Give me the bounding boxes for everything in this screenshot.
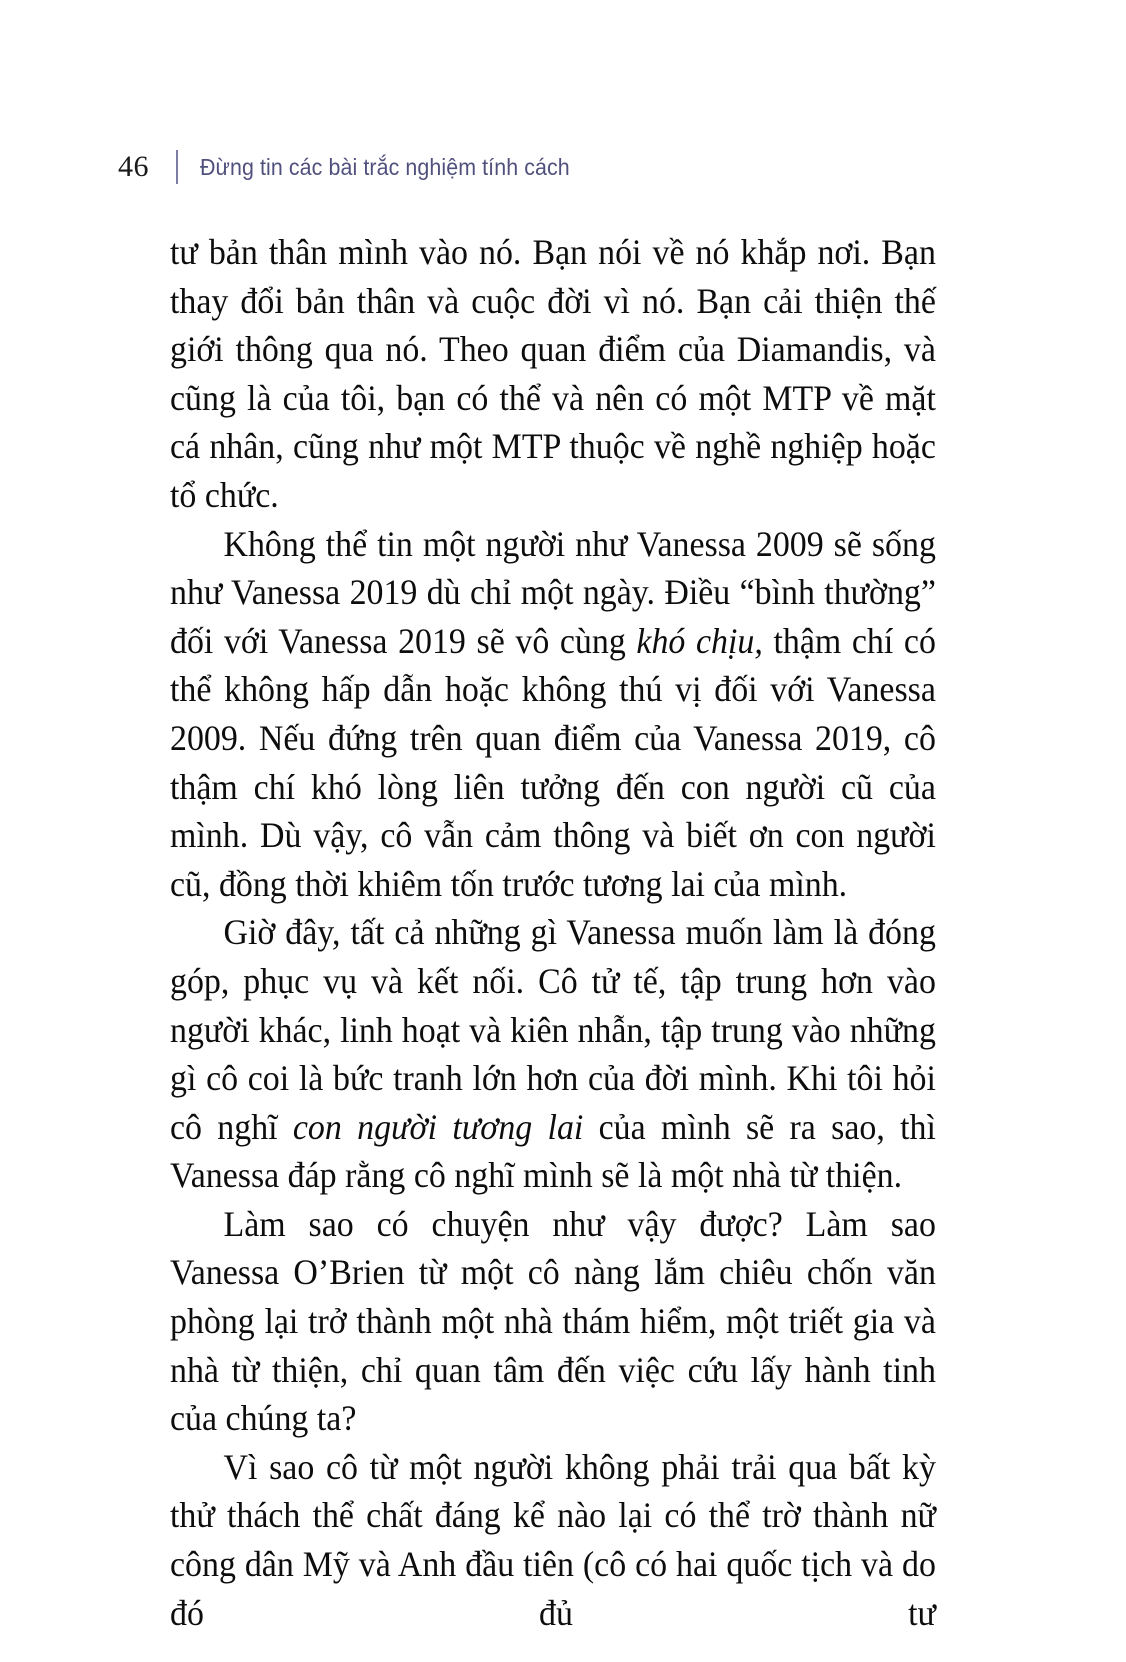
running-header [118, 146, 598, 188]
body-text-run: Vì sao cô từ một người không phải trải qua bất kỳ thử thách thể chất đáng kể nào lại có thể trờ thành nữ công dân Mỹ và Anh đầu tiên (cô có hai quốc tịch và do đó đủ tư [170, 1446, 936, 1633]
body-paragraph [170, 1200, 936, 1443]
body-text-run: Giờ đây, tất cả những gì Vanessa muốn làm là đóng góp, phục vụ và kết nối. Cô tử tế, tập trung hơn vào người khác, linh hoạt và kiên nhẫn, tập trung vào những gì cô coi là bức tranh lớn hơn của đời mình. Khi tôi hỏi cô nghĩ [170, 912, 936, 1147]
emphasis-text: con người tương lai [292, 1106, 584, 1147]
page-number: 46 [118, 150, 149, 183]
body-text-run: Làm sao có chuyện như vậy được? Làm sao Vanessa O’Brien từ một cô nàng lắm chiêu chốn văn phòng lại trở thành một nhà thám hiểm, một triết gia và nhà từ thiện, chỉ quan tâm đến việc cứu lấy hành tinh của chúng ta? [170, 1203, 936, 1439]
body-text-column [170, 228, 936, 1662]
body-paragraph [170, 1443, 936, 1662]
header-divider-rule [176, 150, 178, 184]
running-head-title: Đừng tin các bài trắc nghiệm tính cách [200, 153, 570, 180]
body-paragraph [170, 520, 936, 909]
body-paragraph [170, 908, 936, 1200]
emphasis-text: khó chịu, [636, 620, 763, 661]
body-paragraph [170, 228, 936, 520]
body-text-run: tư bản thân mình vào nó. Bạn nói về nó khắp nơi. Bạn thay đổi bản thân và cuộc đời vì nó. Bạn cải thiện thế giới thông qua nó. Theo quan điểm của Diamandis, và cũng là của tôi, bạn có thể và nên có một MTP về mặt cá nhân, cũng như một MTP thuộc về nghề nghiệp hoặc tổ chức. [170, 232, 936, 515]
body-text-run: Không thể tin một người như Vanessa 2009 sẽ sống như Vanessa 2019 dù chỉ một ngày. Điều “bình thường” đối với Vanessa 2019 sẽ vô cùng [170, 523, 936, 661]
body-text-run: của mình sẽ ra sao, thì Vanessa đáp rằng cô nghĩ mình sẽ là một nhà từ thiện. [170, 1106, 936, 1196]
body-text-run: thậm chí có thể không hấp dẫn hoặc không thú vị đối với Vanessa 2009. Nếu đứng trên quan điểm của Vanessa 2019, cô thậm chí khó lòng liên tưởng đến con người cũ của mình. Dù vậy, cô vẫn cảm thông và biết ơn con người cũ, đồng thời khiêm tốn trước tương lai của mình. [170, 620, 936, 904]
